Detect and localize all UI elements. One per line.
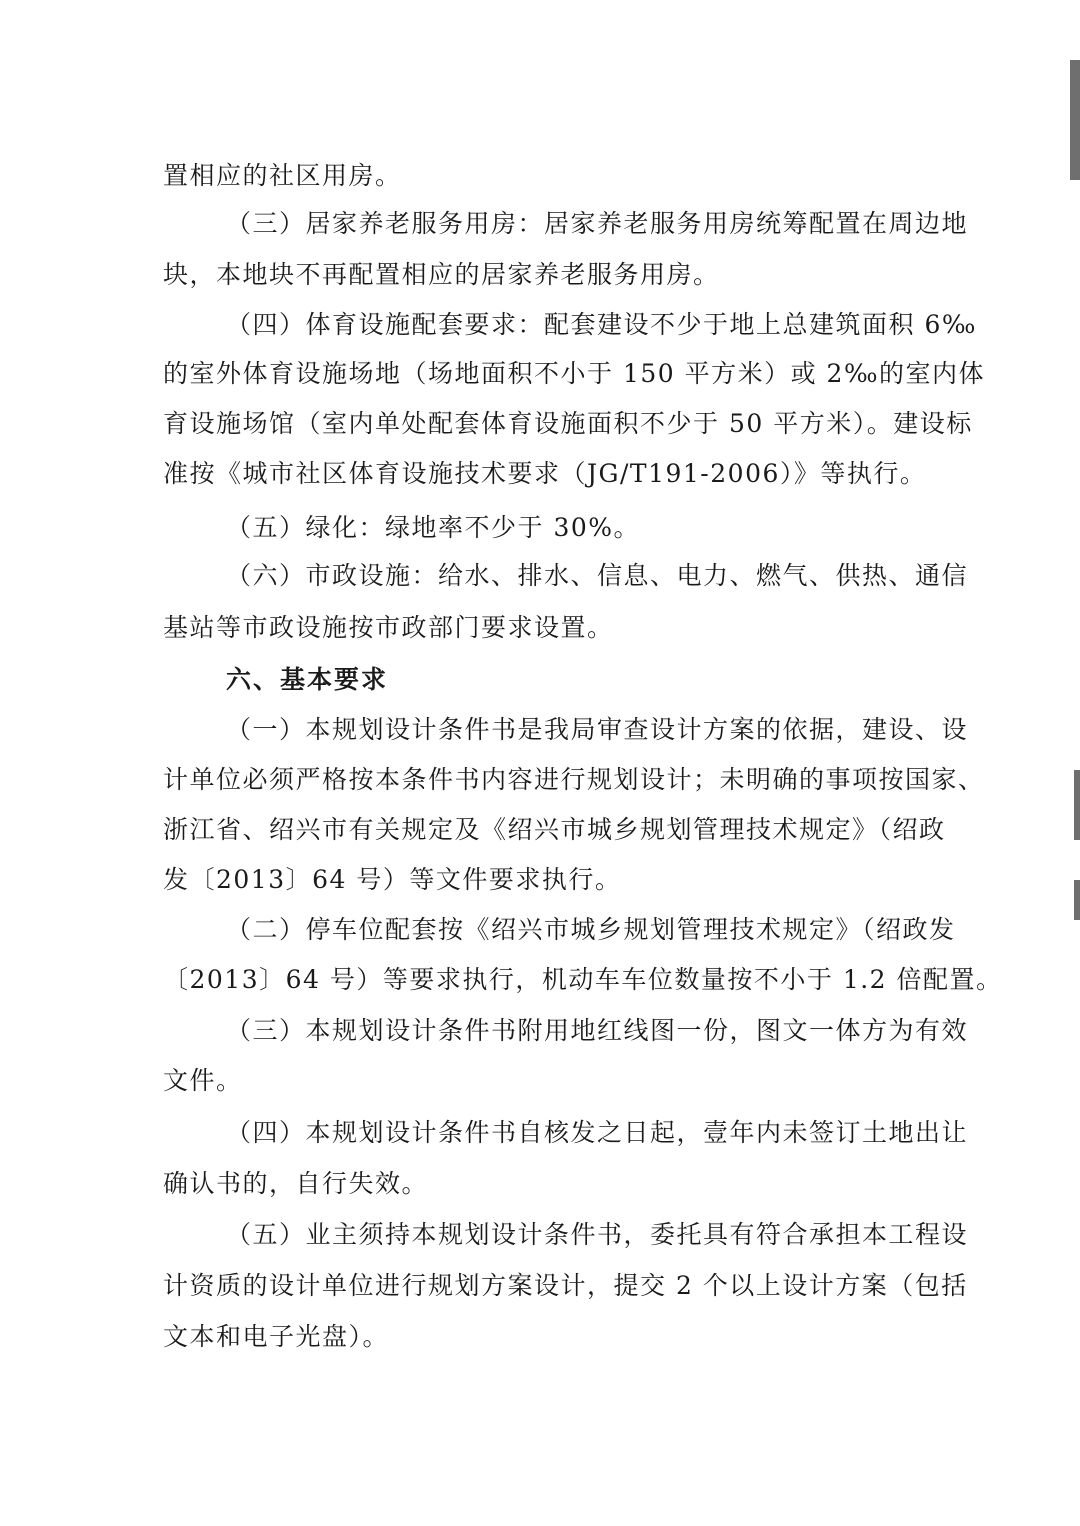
paragraph-line: 确认书的，自行失效。 (163, 1169, 429, 1198)
paragraph-line: 计资质的设计单位进行规划方案设计，提交 2 个以上设计方案（包括 (163, 1271, 968, 1300)
paragraph-line: （二）停车位配套按《绍兴市城乡规划管理技术规定》（绍政发 (226, 915, 956, 944)
paragraph-line: 文件。 (163, 1066, 243, 1095)
paragraph-line: （四）本规划设计条件书自核发之日起，壹年内未签订土地出让 (226, 1118, 969, 1147)
scan-edge-mark (1074, 880, 1080, 920)
scan-edge-mark (1074, 770, 1080, 840)
section-heading: 六、基本要求 (226, 665, 389, 694)
paragraph-line: 的室外体育设施场地（场地面积不小于 150 平方米）或 2‰的室内体 (163, 359, 986, 388)
paragraph-line: 〔2013〕64 号）等要求执行，机动车车位数量按不小于 1.2 倍配置。 (163, 965, 1003, 994)
paragraph-line: （五）业主须持本规划设计条件书，委托具有符合承担本工程设 (226, 1220, 969, 1249)
scan-edge-mark (1070, 60, 1080, 180)
paragraph-line: 育设施场馆（室内单处配套体育设施面积不少于 50 平方米）。建设标 (163, 409, 973, 438)
paragraph-line: （三）居家养老服务用房：居家养老服务用房统筹配置在周边地 (226, 209, 969, 238)
paragraph-line: 基站等市政设施按市政部门要求设置。 (163, 613, 614, 642)
paragraph-line: 置相应的社区用房。 (163, 161, 402, 190)
paragraph-line: 浙江省、绍兴市有关规定及《绍兴市城乡规划管理技术规定》（绍政 (163, 815, 946, 844)
paragraph-line: 计单位必须严格按本条件书内容进行规划设计；未明确的事项按国家、 (163, 765, 985, 794)
paragraph-line: （一）本规划设计条件书是我局审查设计方案的依据，建设、设 (226, 715, 969, 744)
paragraph-line: 发〔2013〕64 号）等文件要求执行。 (163, 865, 622, 894)
paragraph-line: （四）体育设施配套要求：配套建设不少于地上总建筑面积 6‰ (226, 310, 977, 339)
paragraph-line: 准按《城市社区体育设施技术要求（JG/T191-2006）》等执行。 (163, 459, 927, 488)
paragraph-line: 块，本地块不再配置相应的居家养老服务用房。 (163, 260, 720, 289)
paragraph-line: （六）市政设施：给水、排水、信息、电力、燃气、供热、通信 (226, 561, 969, 590)
paragraph-line: 文本和电子光盘）。 (163, 1322, 390, 1351)
paragraph-line: （五）绿化：绿地率不少于 30%。 (226, 513, 641, 542)
paragraph-line: （三）本规划设计条件书附用地红线图一份，图文一体方为有效 (226, 1016, 969, 1045)
